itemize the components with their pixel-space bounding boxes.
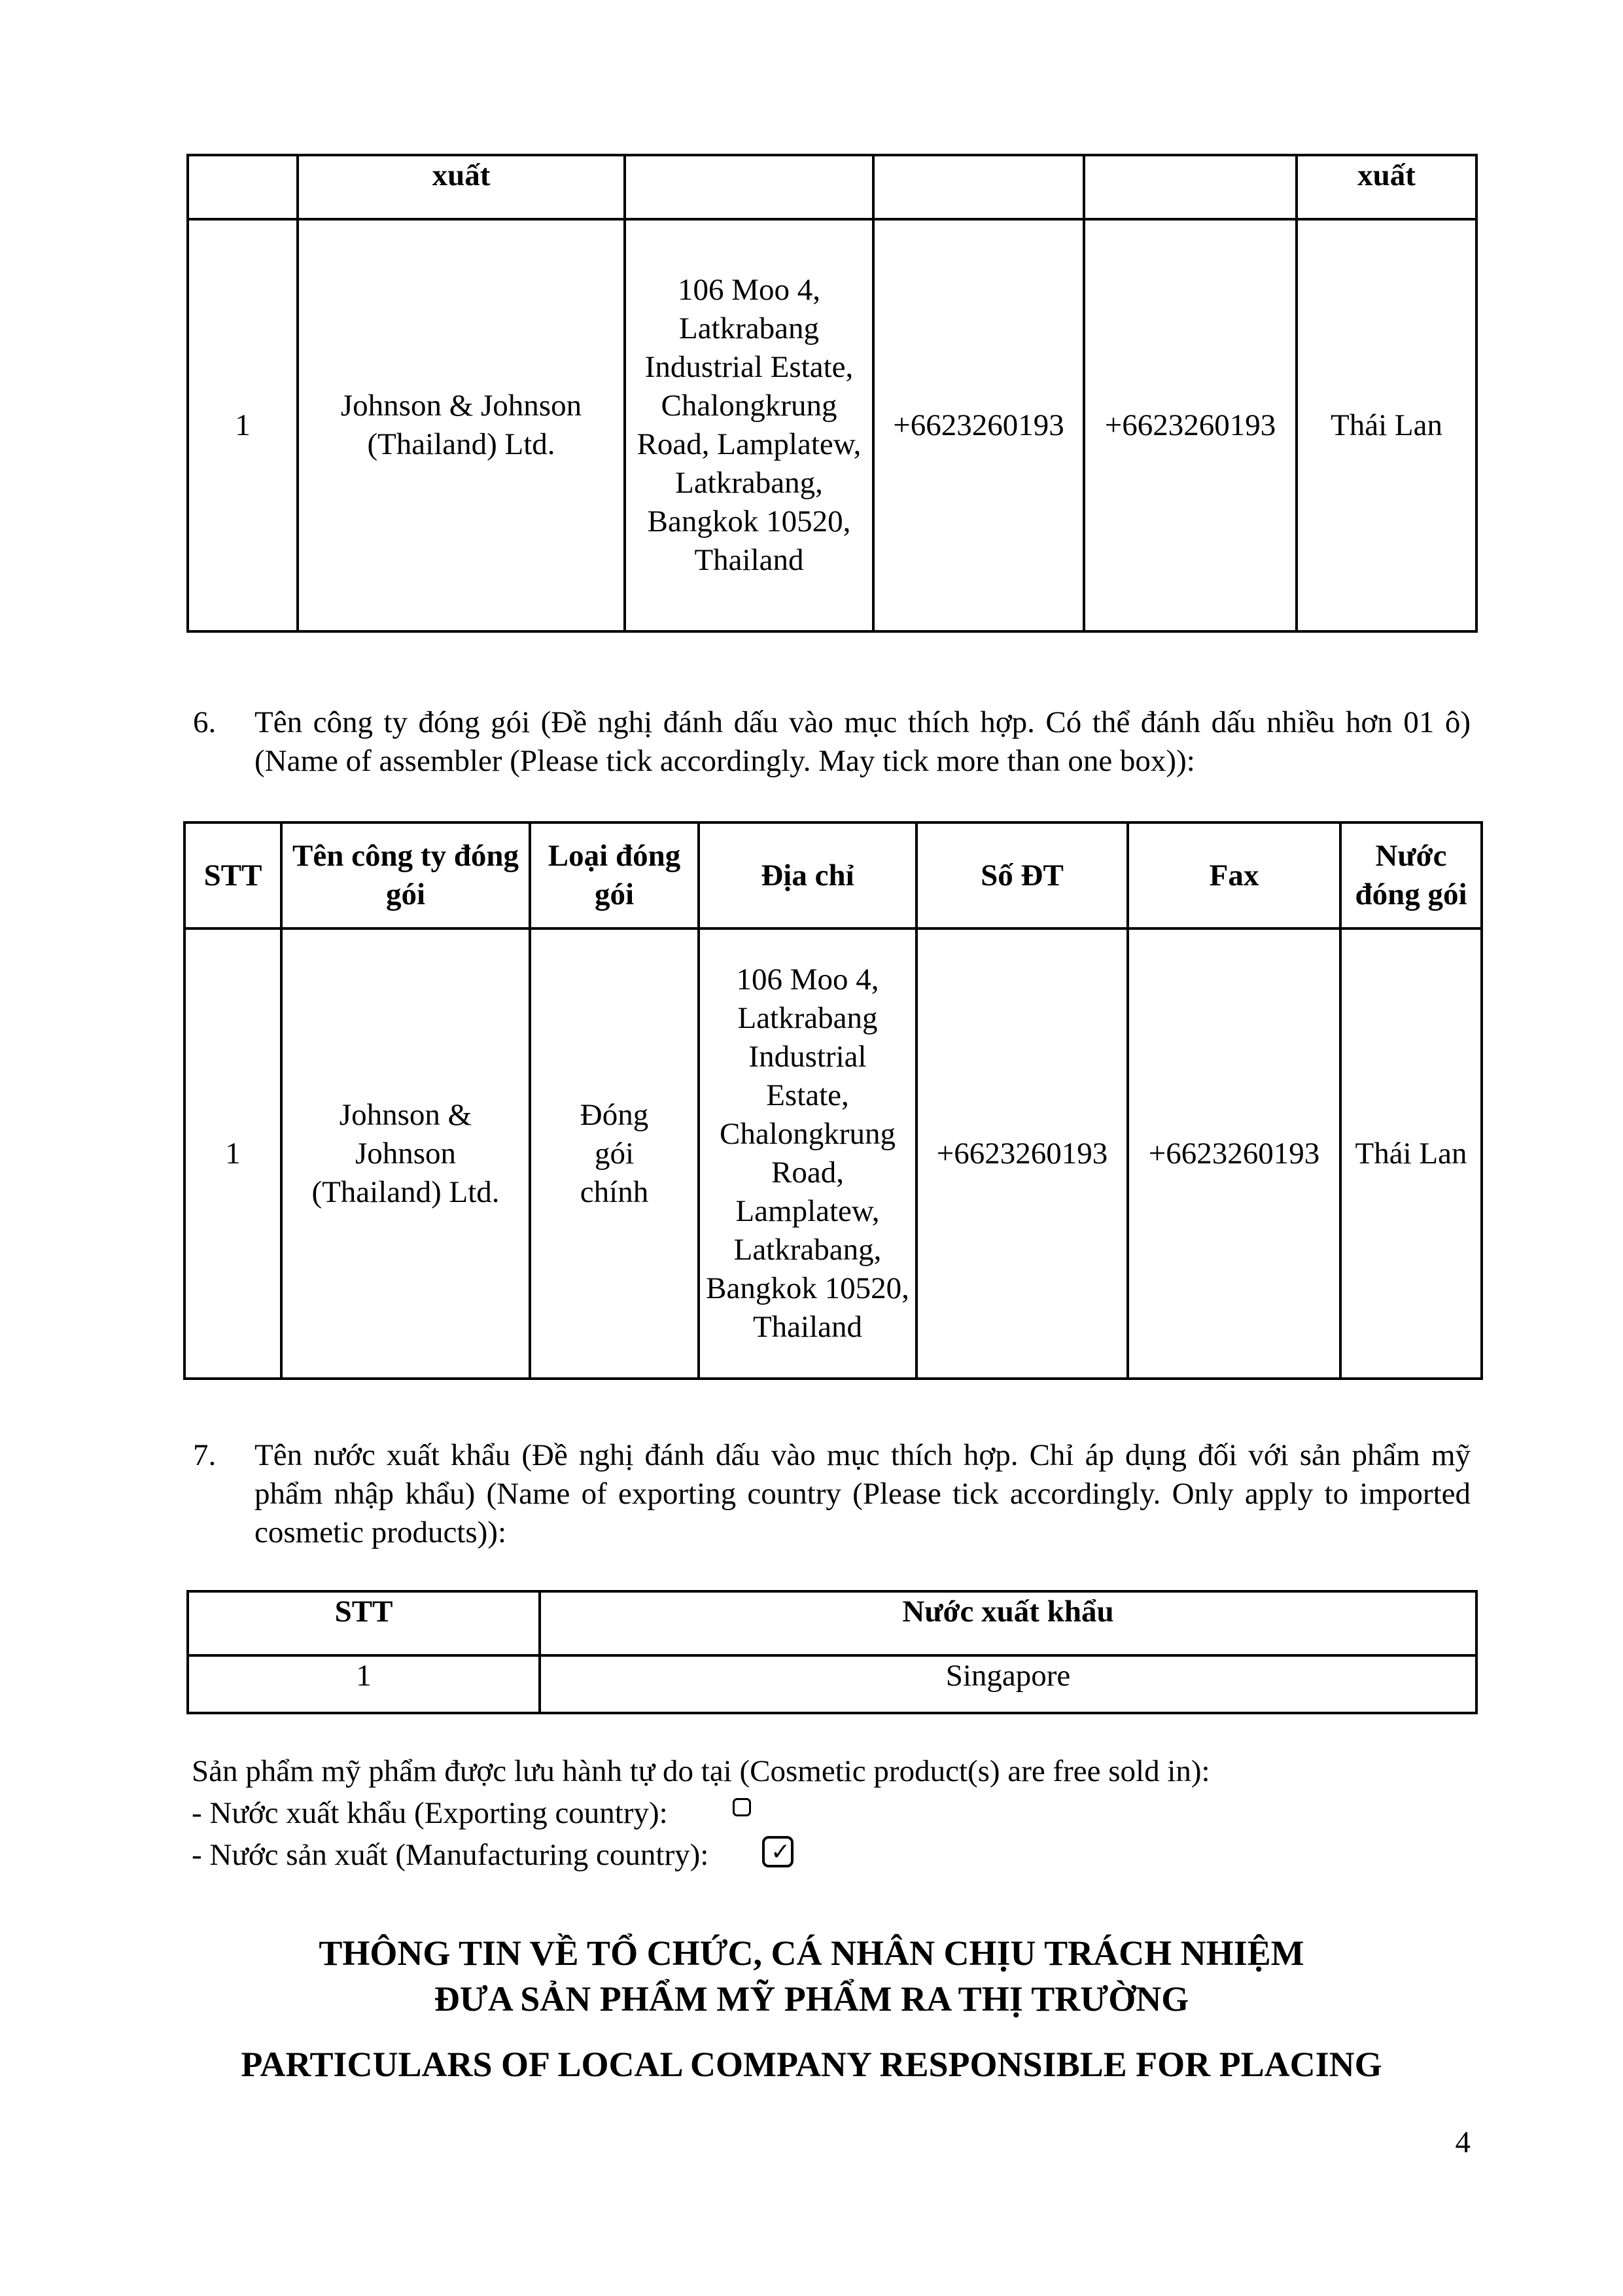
manufacturing-country-checkbox[interactable] bbox=[762, 1836, 794, 1867]
responsible-company-heading-line2: ĐƯA SẢN PHẨM MỸ PHẨM RA THỊ TRƯỜNG bbox=[434, 1979, 1189, 2019]
header-cell: Loại đóng gói bbox=[530, 822, 699, 928]
section-6 bbox=[193, 703, 1471, 785]
stt-cell: 1 bbox=[188, 219, 298, 631]
manufacturer-table bbox=[186, 154, 1478, 633]
header-cell: Fax bbox=[1128, 822, 1340, 928]
header-cell: STT bbox=[188, 1591, 540, 1655]
manufacturing-country-label: - Nước sản xuất (Manufacturing country): bbox=[192, 1838, 709, 1872]
company-cell: Johnson & Johnson (Thailand) Ltd. bbox=[281, 928, 530, 1379]
exporting-country-label: - Nước xuất khẩu (Exporting country): bbox=[192, 1796, 668, 1830]
exporting-country-table bbox=[186, 1590, 1478, 1714]
table-header-row bbox=[188, 155, 1476, 219]
phone-cell: +6623260193 bbox=[873, 219, 1084, 631]
exporting-country-checkbox[interactable] bbox=[733, 1798, 751, 1816]
phone-cell: +6623260193 bbox=[916, 928, 1128, 1379]
responsible-company-heading-line3: PARTICULARS OF LOCAL COMPANY RESPONSIBLE FOR PLACING bbox=[241, 2045, 1382, 2084]
header-cell: Nước đóng gói bbox=[1340, 822, 1482, 928]
country-cell: Singapore bbox=[540, 1655, 1476, 1713]
address-cell: 106 Moo 4, Latkrabang Industrial Estate, Chalongkrung Road, Lamplatew, Latkrabang, Bangkok 10520, Thailand bbox=[625, 219, 873, 631]
free-sale-intro: Sản phẩm mỹ phẩm được lưu hành tự do tại (Cosmetic product(s) are free sold in): bbox=[192, 1754, 1210, 1788]
page-number: 4 bbox=[1455, 2125, 1471, 2159]
header-cell: Tên công ty đóng gói bbox=[281, 822, 530, 928]
section-7 bbox=[193, 1436, 1471, 1557]
section-text: Tên nước xuất khẩu (Đề nghị đánh dấu vào mục thích hợp. Chỉ áp dụng đối với sản phẩm mỹ phẩm nhập khẩu) (Name of exporting country (Please tick accordingly. Only apply to imported cosmetic products)): bbox=[254, 1438, 1471, 1549]
country-cell: Thái Lan bbox=[1297, 219, 1476, 631]
assembler-table bbox=[183, 821, 1483, 1380]
fax-cell: +6623260193 bbox=[1128, 928, 1340, 1379]
fax-cell: +6623260193 bbox=[1084, 219, 1297, 631]
responsible-company-heading-line1: THÔNG TIN VỀ TỔ CHỨC, CÁ NHÂN CHỊU TRÁCH NHIỆM bbox=[319, 1934, 1304, 1973]
table-row bbox=[188, 219, 1476, 631]
header-cell: STT bbox=[184, 822, 281, 928]
type-cell: Đóng gói chính bbox=[530, 928, 699, 1379]
country-cell: Thái Lan bbox=[1340, 928, 1482, 1379]
stt-cell: 1 bbox=[184, 928, 281, 1379]
section-text: Tên công ty đóng gói (Đề nghị đánh dấu vào mục thích hợp. Có thể đánh dấu nhiều hơn 01 ô) (Name of assembler (Please tick accordingly. May tick more than one box)): bbox=[254, 705, 1471, 778]
address-cell: 106 Moo 4, Latkrabang Industrial Estate, Chalongkrung Road, Lamplatew, Latkrabang, Bangkok 10520, Thailand bbox=[699, 928, 916, 1379]
header-cell bbox=[625, 155, 873, 219]
check-icon: ✓ bbox=[771, 1839, 791, 1865]
header-cell bbox=[1084, 155, 1297, 219]
table-header-row bbox=[184, 822, 1482, 928]
header-cell: Nước xuất khẩu bbox=[540, 1591, 1476, 1655]
table-row bbox=[184, 928, 1482, 1379]
header-cell bbox=[873, 155, 1084, 219]
stt-cell: 1 bbox=[188, 1655, 540, 1713]
header-cell bbox=[188, 155, 298, 219]
company-cell: Johnson & Johnson (Thailand) Ltd. bbox=[298, 219, 625, 631]
header-cell: Số ĐT bbox=[916, 822, 1128, 928]
header-cell: xuất bbox=[298, 155, 625, 219]
section-number: 7. bbox=[193, 1438, 217, 1472]
table-header-row bbox=[188, 1591, 1476, 1655]
header-cell: xuất bbox=[1297, 155, 1476, 219]
section-number: 6. bbox=[193, 705, 217, 739]
header-cell: Địa chỉ bbox=[699, 822, 916, 928]
table-row bbox=[188, 1655, 1476, 1713]
